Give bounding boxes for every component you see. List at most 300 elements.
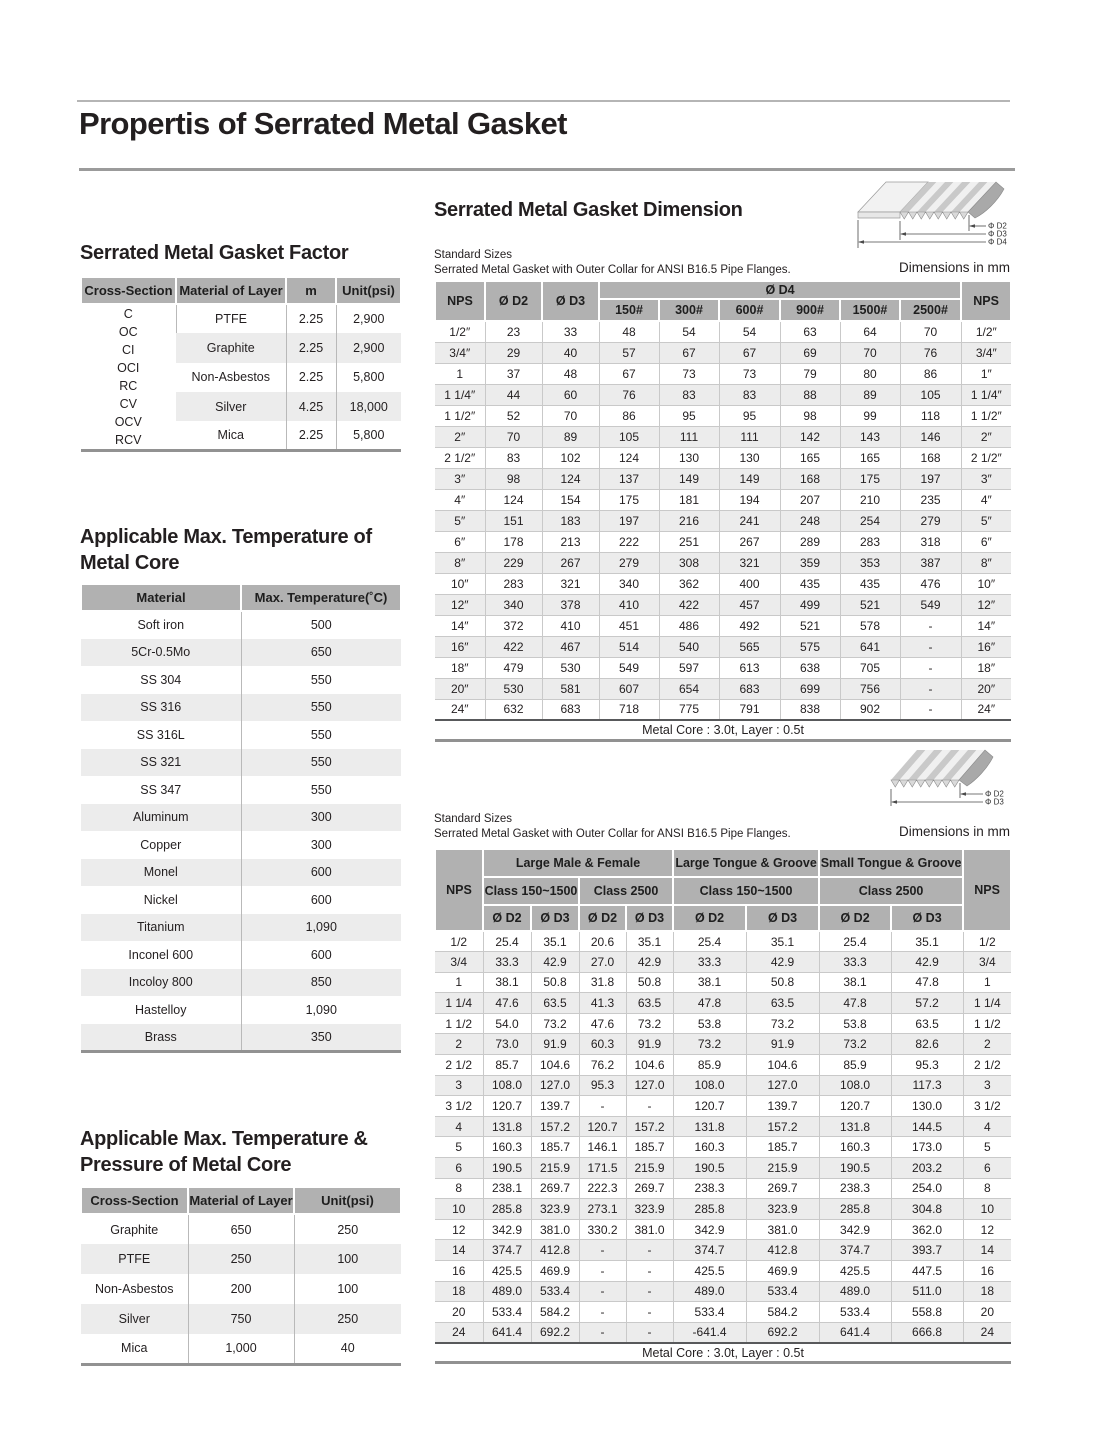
table-cell: 67 — [659, 342, 719, 363]
table-cell: Soft iron — [137, 618, 185, 633]
table-cell: 117.3 — [891, 1075, 963, 1096]
table-cell: 10 — [435, 1199, 483, 1220]
table-cell: 38.1 — [673, 972, 746, 993]
table-cell: 151 — [485, 510, 542, 531]
table-cell: 393.7 — [891, 1240, 963, 1261]
table-cell: 2 1/2 — [963, 1055, 1011, 1076]
table-row — [435, 468, 1011, 489]
table-cell: 5 — [435, 1137, 483, 1158]
table-cell: 5,800 — [336, 363, 401, 392]
table-cell: 342.9 — [673, 1219, 746, 1240]
table-cell: 165 — [840, 447, 900, 468]
table-cell: 222.3 — [579, 1178, 626, 1199]
table-cell: 250 — [188, 1244, 294, 1274]
table-row — [81, 1214, 401, 1244]
table-row — [81, 1244, 401, 1274]
table-row — [81, 941, 401, 969]
table-cell: 435 — [780, 573, 840, 594]
table-cell: 400 — [719, 573, 780, 594]
table-cell: 35.1 — [746, 931, 819, 952]
diameter-header: Ø D2 — [579, 905, 626, 931]
table-row — [435, 363, 1011, 384]
group-header: Small Tongue & Groove — [819, 849, 963, 877]
table-cell: 597 — [659, 657, 719, 678]
table-cell: 63 — [780, 321, 840, 342]
table-row — [81, 721, 401, 749]
table-cell: 18,000 — [336, 392, 401, 421]
table-cell: 104.6 — [531, 1055, 579, 1076]
table-row — [435, 321, 1011, 342]
table-cell: 33 — [542, 321, 599, 342]
table-cell: 6 — [435, 1158, 483, 1179]
table-row — [81, 776, 401, 804]
table-cell: 33.3 — [483, 952, 531, 973]
group-header: Large Tongue & Groove — [673, 849, 819, 877]
table-cell: 160.3 — [483, 1137, 531, 1158]
table-cell: 359 — [780, 552, 840, 573]
table-cell: 213 — [542, 531, 599, 552]
table-cell: 550 — [241, 694, 401, 722]
table-cell: 23 — [485, 321, 542, 342]
standard-sizes-note: Standard Sizes — [434, 249, 512, 261]
table-cell: 353 — [840, 552, 900, 573]
table-cell: 25.4 — [483, 931, 531, 952]
ansi-note: Serrated Metal Gasket with Outer Collar for ANSI B16.5 Pipe Flanges. — [434, 264, 791, 276]
table-cell: 8″ — [435, 552, 485, 573]
table-cell: 76 — [599, 384, 659, 405]
table-row — [435, 1281, 1011, 1302]
table-cell: 104.6 — [746, 1055, 819, 1076]
table-row — [435, 1096, 1011, 1117]
standard-sizes-note: Standard Sizes — [434, 813, 512, 825]
table-cell: 185.7 — [531, 1137, 579, 1158]
table-cell: 203.2 — [891, 1158, 963, 1179]
table-cell: 95 — [659, 405, 719, 426]
table-cell: 215.9 — [626, 1158, 673, 1179]
table-cell: 6 — [963, 1158, 1011, 1179]
table-cell: - — [626, 1302, 673, 1323]
table-cell: 60 — [542, 384, 599, 405]
table-row — [81, 1304, 401, 1334]
table-cell: 79 — [780, 363, 840, 384]
table-cell: 3 1/2 — [435, 1096, 483, 1117]
table-cell: - — [579, 1302, 626, 1323]
table-cell: 190.5 — [819, 1158, 891, 1179]
table-cell: 1,090 — [241, 914, 401, 942]
table-cell: 489.0 — [673, 1281, 746, 1302]
table-cell: 154 — [542, 489, 599, 510]
table-row — [435, 489, 1011, 510]
table-cell: 24″ — [435, 699, 485, 720]
table-cell: 139.7 — [531, 1096, 579, 1117]
table-row — [81, 996, 401, 1024]
table-cell: 425.5 — [819, 1261, 891, 1282]
table-row — [81, 304, 401, 333]
table-cell: 492 — [719, 615, 780, 636]
table-cell: 76 — [900, 342, 961, 363]
table-cell: 362 — [659, 573, 719, 594]
table-cell: 650 — [241, 639, 401, 667]
table-cell: Monel — [143, 865, 178, 880]
table-cell: 111 — [659, 426, 719, 447]
table-cell: Copper — [140, 837, 182, 852]
table-cell: 410 — [542, 615, 599, 636]
table-cell: 20″ — [435, 678, 485, 699]
pressure-class-header: 300# — [659, 299, 719, 321]
table-cell: 95.3 — [579, 1075, 626, 1096]
table-cell: 340 — [485, 594, 542, 615]
table-cell: 435 — [840, 573, 900, 594]
column-header: Unit(psi) — [336, 277, 401, 304]
table-cell: 775 — [659, 699, 719, 720]
column-header: Material — [81, 584, 241, 611]
table-cell: 108.0 — [673, 1075, 746, 1096]
table-cell: 3/4″ — [961, 342, 1011, 363]
table-cell: 269.7 — [531, 1178, 579, 1199]
table-cell: 241 — [719, 510, 780, 531]
table-cell: 254 — [840, 510, 900, 531]
table-row — [435, 342, 1011, 363]
table-cell: 12 — [435, 1219, 483, 1240]
table-cell: 157.2 — [531, 1116, 579, 1137]
table-cell: 157.2 — [626, 1116, 673, 1137]
table-cell: 1 1/4 — [435, 993, 483, 1014]
table-row — [435, 531, 1011, 552]
table-row — [81, 639, 401, 667]
table-cell: 14″ — [435, 615, 485, 636]
table-cell: 44 — [485, 384, 542, 405]
table-cell: 131.8 — [673, 1116, 746, 1137]
table-cell: 85.9 — [819, 1055, 891, 1076]
table-cell: 251 — [659, 531, 719, 552]
table-cell: 511.0 — [891, 1281, 963, 1302]
table-footnote: Metal Core : 3.0t, Layer : 0.5t — [435, 1343, 1011, 1363]
table-cell: 190.5 — [673, 1158, 746, 1179]
table-cell: 181 — [659, 489, 719, 510]
table-cell: SS 316 — [140, 700, 182, 715]
table-row — [435, 1137, 1011, 1158]
table-cell: 173.0 — [891, 1137, 963, 1158]
table-cell: 550 — [241, 776, 401, 804]
table-row — [435, 931, 1011, 952]
table-cell: Silver — [118, 1312, 150, 1326]
table-cell: Titanium — [137, 920, 185, 935]
table-cell: 42.9 — [746, 952, 819, 973]
table-cell: 285.8 — [483, 1199, 531, 1220]
table-cell: 104.6 — [626, 1055, 673, 1076]
table-cell: Inconel 600 — [128, 947, 194, 962]
table-cell: 35.1 — [891, 931, 963, 952]
table-cell: 705 — [840, 657, 900, 678]
table-cell: 476 — [900, 573, 961, 594]
pressure-class-header: 2500# — [900, 299, 961, 321]
table-cell: 342.9 — [483, 1219, 531, 1240]
table-row — [435, 972, 1011, 993]
table-cell: 254.0 — [891, 1178, 963, 1199]
table-cell: 171.5 — [579, 1158, 626, 1179]
table-cell: 654 — [659, 678, 719, 699]
table-cell: 533.4 — [819, 1302, 891, 1323]
table-cell: 718 — [599, 699, 659, 720]
header-row — [81, 584, 401, 611]
table-cell: 18 — [435, 1281, 483, 1302]
table-cell: 86 — [900, 363, 961, 384]
table-cell: 902 — [840, 699, 900, 720]
table-cell: 238.3 — [819, 1178, 891, 1199]
diameter-header: Ø D3 — [891, 905, 963, 931]
table-cell: 289 — [780, 531, 840, 552]
table-cell: 99 — [840, 405, 900, 426]
table-cell: 50.8 — [531, 972, 579, 993]
table-cell: 269.7 — [746, 1178, 819, 1199]
table-cell: 5 — [963, 1137, 1011, 1158]
table-cell: 89 — [542, 426, 599, 447]
table-row — [81, 694, 401, 722]
table-cell: 750 — [188, 1304, 294, 1334]
table-cell: 581 — [542, 678, 599, 699]
table-row — [435, 699, 1011, 720]
table-cell: 650 — [188, 1214, 294, 1244]
table-cell: 175 — [599, 489, 659, 510]
table-cell: 3 1/2 — [963, 1096, 1011, 1117]
dim-label-d4: Φ D4 — [988, 237, 1007, 247]
table-cell: 489.0 — [819, 1281, 891, 1302]
table-cell: 308 — [659, 552, 719, 573]
column-header: Material of Layer — [176, 277, 286, 304]
table-cell: 323.9 — [531, 1199, 579, 1220]
table-cell: 514 — [599, 636, 659, 657]
table-cell: 47.6 — [579, 1013, 626, 1034]
table-cell: 300 — [241, 831, 401, 859]
gasket-factor-table — [80, 276, 402, 452]
table-cell: 105 — [900, 384, 961, 405]
table-cell: 4″ — [435, 489, 485, 510]
table-cell: 250 — [294, 1214, 401, 1244]
table-row — [435, 1116, 1011, 1137]
table-cell: 632 — [485, 699, 542, 720]
header-row — [435, 849, 1011, 877]
table-cell: 33.3 — [673, 952, 746, 973]
table-cell: 127.0 — [531, 1075, 579, 1096]
table-cell: Mica — [217, 428, 244, 443]
table-row — [435, 1199, 1011, 1220]
table-cell: 18″ — [435, 657, 485, 678]
table-cell: 42.9 — [531, 952, 579, 973]
table-cell: 10″ — [961, 573, 1011, 594]
table-cell: Graphite — [110, 1222, 159, 1237]
table-cell: - — [900, 699, 961, 720]
table-cell: 4.25 — [286, 392, 336, 421]
table-row — [435, 993, 1011, 1014]
table-row — [81, 886, 401, 914]
table-cell: 10″ — [435, 573, 485, 594]
table-cell: - — [900, 615, 961, 636]
table-cell: 57.2 — [891, 993, 963, 1014]
table-row — [81, 1274, 401, 1304]
table-row — [435, 1158, 1011, 1179]
table-cell: 98 — [780, 405, 840, 426]
table-row — [435, 1075, 1011, 1096]
table-row — [435, 552, 1011, 573]
table-cell: 10 — [963, 1199, 1011, 1220]
table-row — [81, 1334, 401, 1364]
table-cell: 194 — [719, 489, 780, 510]
table-cell: - — [579, 1281, 626, 1302]
table-cell: 838 — [780, 699, 840, 720]
column-header: Unit(psi) — [294, 1187, 401, 1214]
column-header: Material of Layer — [188, 1187, 294, 1214]
table-cell: 342.9 — [819, 1219, 891, 1240]
table-cell: 521 — [840, 594, 900, 615]
table-cell: 683 — [542, 699, 599, 720]
table-cell: 73.2 — [746, 1013, 819, 1034]
table-cell: 29 — [485, 342, 542, 363]
table-row — [435, 1013, 1011, 1034]
table-cell: - — [900, 636, 961, 657]
table-cell: 70 — [542, 405, 599, 426]
table-cell: 175 — [840, 468, 900, 489]
table-cell: 200 — [188, 1274, 294, 1304]
table-cell: 185.7 — [746, 1137, 819, 1158]
column-header-nps: NPS — [435, 849, 483, 931]
header-row — [435, 905, 1011, 931]
diameter-header: Ø D2 — [819, 905, 891, 931]
table-cell: Nickel — [143, 892, 178, 907]
table-cell: 25.4 — [673, 931, 746, 952]
table-cell: 3/4″ — [435, 342, 485, 363]
table-cell: 63.5 — [746, 993, 819, 1014]
table-cell: 2.25 — [286, 304, 336, 333]
table-cell: - — [579, 1240, 626, 1261]
table-footnote: Metal Core : 3.0t, Layer : 0.5t — [435, 720, 1011, 740]
class-header: Class 2500 — [819, 877, 963, 905]
table-cell: 38.1 — [819, 972, 891, 993]
table-cell: 73.0 — [483, 1034, 531, 1055]
table-cell: 1 — [435, 972, 483, 993]
table-cell: 641.4 — [483, 1322, 531, 1343]
table-cell: 120.7 — [819, 1096, 891, 1117]
table-cell: 124 — [485, 489, 542, 510]
table-cell: 91.9 — [746, 1034, 819, 1055]
serrated-gasket-with-collar-diagram — [848, 168, 1010, 256]
table-cell: 24 — [435, 1322, 483, 1343]
table-cell: 584.2 — [746, 1302, 819, 1323]
class-header: Class 150~1500 — [673, 877, 819, 905]
table-cell: 14 — [435, 1240, 483, 1261]
table-cell: 102 — [542, 447, 599, 468]
diameter-header: Ø D2 — [673, 905, 746, 931]
table-cell: 578 — [840, 615, 900, 636]
table-cell: 160.3 — [819, 1137, 891, 1158]
table-row — [81, 666, 401, 694]
table-cell: 2,900 — [336, 333, 401, 362]
table-cell: 412.8 — [746, 1240, 819, 1261]
dimensions-unit-note: Dimensions in mm — [898, 260, 1010, 275]
table-cell: 2 1/2″ — [961, 447, 1011, 468]
table-cell: 18″ — [961, 657, 1011, 678]
table-cell: 63.5 — [626, 993, 673, 1014]
table-cell: PTFE — [118, 1252, 151, 1266]
table-cell: 1 1/2 — [435, 1013, 483, 1034]
group-header: Large Male & Female — [483, 849, 673, 877]
table-cell: 1 1/4 — [963, 993, 1011, 1014]
table-cell: 3 — [963, 1075, 1011, 1096]
table-cell: 850 — [241, 969, 401, 997]
table-cell: 372 — [485, 615, 542, 636]
table-cell: 47.8 — [891, 972, 963, 993]
table-cell: Aluminum — [132, 810, 189, 825]
table-cell: 42.9 — [626, 952, 673, 973]
table-cell: 683 — [719, 678, 780, 699]
table-cell: 73.2 — [626, 1013, 673, 1034]
table-cell: 250 — [294, 1304, 401, 1334]
table-cell: 467 — [542, 636, 599, 657]
table-cell: 27.0 — [579, 952, 626, 973]
table-cell: 190.5 — [483, 1158, 531, 1179]
table-row — [81, 1024, 401, 1052]
table-cell: 149 — [659, 468, 719, 489]
column-header-nps: NPS — [961, 281, 1011, 321]
table-cell: Non-Asbestos — [191, 370, 270, 385]
table-cell: 40 — [542, 342, 599, 363]
table-cell: 70 — [485, 426, 542, 447]
table-cell: 451 — [599, 615, 659, 636]
table-cell: 533.4 — [746, 1281, 819, 1302]
column-header-nps: NPS — [435, 281, 485, 321]
table-cell: 4 — [435, 1116, 483, 1137]
table-cell: 489.0 — [483, 1281, 531, 1302]
table-cell: 549 — [900, 594, 961, 615]
table-cell: 14 — [963, 1240, 1011, 1261]
table-cell: 20 — [963, 1302, 1011, 1323]
table-cell: 40 — [294, 1334, 401, 1364]
dim-label-d3: Φ D3 — [988, 229, 1007, 239]
table-cell: 95.3 — [891, 1055, 963, 1076]
table-cell: 88 — [780, 384, 840, 405]
table-cell: 215.9 — [746, 1158, 819, 1179]
table-cell: 64 — [840, 321, 900, 342]
table-cell: 95 — [719, 405, 780, 426]
table-row — [435, 510, 1011, 531]
table-cell: 111 — [719, 426, 780, 447]
table-cell: 3 — [435, 1075, 483, 1096]
table-cell: 2.25 — [286, 363, 336, 392]
table-cell: 25.4 — [819, 931, 891, 952]
table-cell: 607 — [599, 678, 659, 699]
table-cell: 5Cr-0.5Mo — [131, 645, 191, 660]
table-row — [435, 1240, 1011, 1261]
table-row — [435, 952, 1011, 973]
table-cell: 216 — [659, 510, 719, 531]
table-cell: 1 1/4″ — [435, 384, 485, 405]
table-cell: 146.1 — [579, 1137, 626, 1158]
table-cell: 108.0 — [483, 1075, 531, 1096]
table-cell: 2,900 — [336, 304, 401, 333]
table-cell: 20 — [435, 1302, 483, 1323]
table-cell: 20.6 — [579, 931, 626, 952]
table-cell: 70 — [840, 342, 900, 363]
column-header-d3: Ø D3 — [542, 281, 599, 321]
diameter-header: Ø D3 — [531, 905, 579, 931]
table-cell: - — [626, 1096, 673, 1117]
table-cell: Graphite — [206, 340, 255, 355]
table-cell: 53.8 — [819, 1013, 891, 1034]
table-cell: 16″ — [435, 636, 485, 657]
table-cell: 130.0 — [891, 1096, 963, 1117]
header-row — [435, 877, 1011, 905]
table-cell: Hastelloy — [135, 1002, 187, 1017]
table-cell: - — [900, 678, 961, 699]
